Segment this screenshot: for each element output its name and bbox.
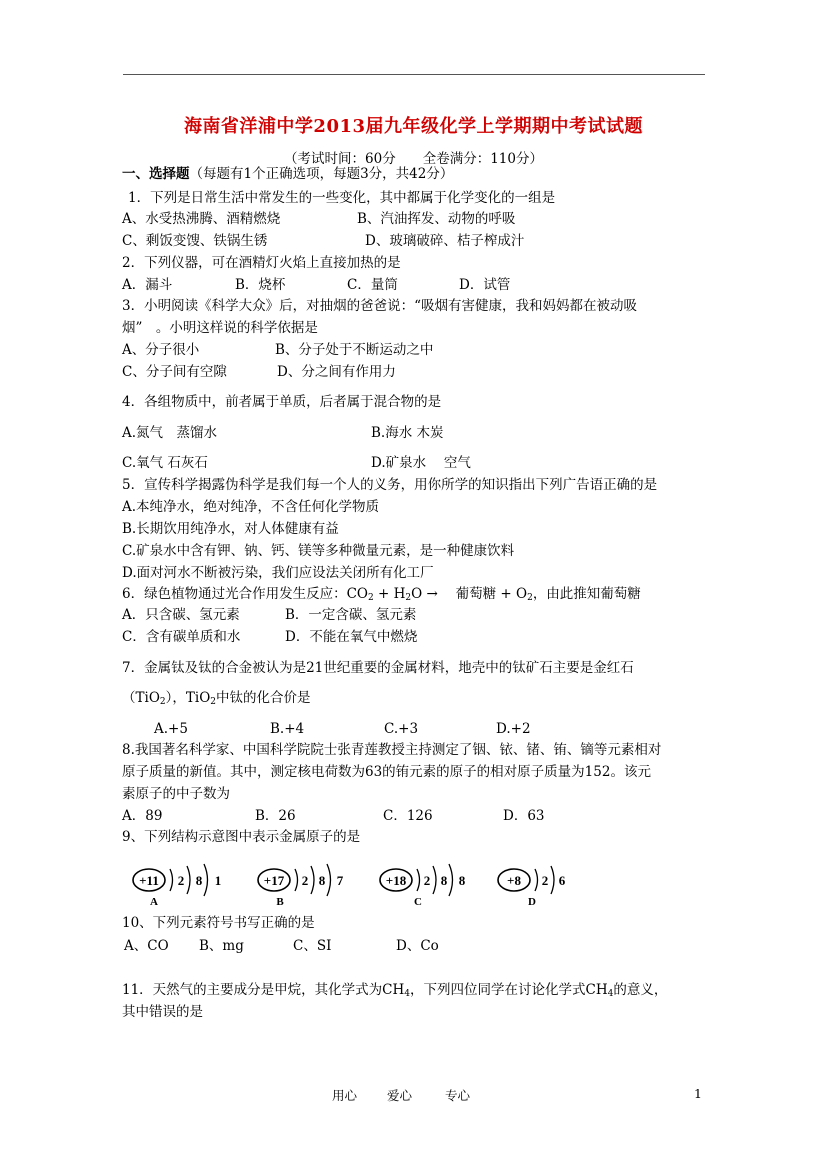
q3-option-a: A、分子很小: [122, 342, 200, 358]
q8-option-d: D．63: [503, 808, 545, 824]
atom-c-shell-2: 8: [440, 873, 448, 888]
question-11-line-2: 其中错误的是: [122, 1004, 203, 1020]
question-6: 6．绿色植物通过光合作用发生反应：$CO_2 + H_2O$ → 葡萄糖 + $O_2$，由此推知葡萄糖: [122, 586, 641, 603]
atom-b-shell-2: 8: [318, 873, 326, 888]
q1-option-b: B、汽油挥发、动物的呼吸: [357, 211, 516, 227]
q3-option-d: D、分之间有作用力: [277, 364, 396, 380]
question-8-line-2: 原子质量的新值。其中，测定核电荷数为63的铕元素的原子的相对原子质量为152。该元: [122, 764, 651, 780]
question-5: 5．宣传科学揭露伪科学是我们每一个人的义务，用你所学的知识指出下列广告语正确的是: [122, 477, 658, 493]
q2-option-b: B．烧杯: [235, 277, 286, 293]
question-4: 4．各组物质中，前者属于单质，后者属于混合物的是: [122, 394, 442, 410]
q6-option-a: A．只含碳、氢元素: [122, 607, 240, 623]
question-7-line-1: 7．金属钛及钛的合金被认为是21世纪重要的金属材料，地壳中的钛矿石主要是金红石: [122, 660, 634, 676]
atom-b-label: B: [276, 896, 284, 908]
q6-option-d: D．不能在氧气中燃烧: [285, 629, 418, 645]
q1-option-a: A、水受热沸腾、酒精燃烧: [122, 211, 281, 227]
q4-option-a: A.氮气 蒸馏水: [122, 425, 218, 441]
atom-d-shell-1: 2: [541, 873, 549, 888]
q8-option-a: A．89: [122, 808, 163, 824]
question-3-line-1: 3．小明阅读《科学大众》后，对抽烟的爸爸说：“吸烟有害健康，我和妈妈都在被动吸: [122, 298, 637, 314]
q10-option-b: B、mg: [199, 938, 244, 954]
q2-option-a: A．漏斗: [122, 277, 173, 293]
q5-option-d: D.面对河水不断被污染，我们应设法关闭所有化工厂: [122, 565, 434, 581]
q6-option-b: B．一定含碳、氢元素: [285, 607, 417, 623]
atom-diagram-c: [380, 864, 466, 908]
question-9: 9、下列结构示意图中表示金属原子的是: [122, 829, 361, 845]
q7-option-d: D.+2: [496, 721, 531, 737]
atom-d-shell-2: 6: [558, 873, 566, 888]
question-7-line-2: （TiO$_2$），TiO$_2$中钛的化合价是: [122, 690, 311, 707]
exam-info: （考试时间：60分 全卷满分：110分）: [284, 151, 543, 167]
question-11-line-1: 11．天然气的主要成分是甲烷，其化学式为$CH_4$，下列四位同学在讨论化学式$CH_4$的意义，: [122, 982, 668, 999]
q7-option-b: B.+4: [270, 721, 305, 737]
q5-option-b: B.长期饮用纯净水，对人体健康有益: [122, 521, 339, 537]
q1-option-d: D、玻璃破碎、桔子榨成汁: [365, 233, 525, 249]
atomic-structure-diagrams: [130, 858, 590, 908]
atom-c-shell-3: 8: [458, 873, 466, 888]
page-title: 海南省洋浦中学2013届九年级化学上学期期中考试试题: [183, 116, 644, 137]
atom-c-label: C: [414, 896, 422, 908]
atom-b-nucleus: +17: [263, 873, 285, 888]
question-8-line-3: 素原子的中子数为: [122, 786, 230, 802]
q10-option-a: A、CO: [124, 938, 169, 954]
page-number: 1: [694, 1086, 702, 1101]
q4-option-c: C.氧气 石灰石: [122, 455, 208, 471]
atom-c-shell-1: 2: [423, 873, 431, 888]
q3-option-b: B、分子处于不断运动之中: [275, 342, 434, 358]
atom-a-shell-2: 8: [195, 873, 203, 888]
q7-option-a: A.+5: [154, 721, 188, 737]
question-2: 2．下列仪器，可在酒精灯火焰上直接加热的是: [122, 255, 401, 271]
q5-option-c: C.矿泉水中含有钾、钠、钙、镁等多种微量元素，是一种健康饮料: [122, 543, 515, 559]
atom-diagram-a: [133, 864, 221, 908]
atom-a-shell-1: 2: [177, 873, 185, 888]
footer-text-2: 爱心: [387, 1088, 413, 1103]
q2-option-c: C．量筒: [347, 277, 398, 293]
atom-b-shell-3: 7: [336, 873, 344, 888]
q2-option-d: D．试管: [459, 277, 511, 293]
question-3-line-2: 烟” 。小明这样说的科学依据是: [122, 320, 318, 336]
header-rule: [123, 74, 705, 75]
q5-option-a: A.本纯净水，绝对纯净，不含任何化学物质: [122, 499, 380, 515]
footer-text-3: 专心: [445, 1088, 471, 1103]
q8-option-b: B．26: [255, 808, 296, 824]
q1-option-c: C、剩饭变馊、铁锅生锈: [122, 233, 268, 249]
atom-b-shell-1: 2: [301, 873, 309, 888]
question-10: 10、下列元素符号书写正确的是: [122, 915, 315, 931]
question-8-line-1: 8.我国著名科学家、中国科学院院士张青莲教授主持测定了铟、铱、锗、铕、镝等元素相对: [122, 742, 662, 758]
atom-diagram-b: [258, 864, 344, 908]
atom-a-label: A: [150, 896, 158, 908]
q7-option-c: C.+3: [384, 721, 419, 737]
atom-a-shell-3: 1: [214, 873, 222, 888]
q4-option-d: D.矿泉水 空气: [371, 455, 471, 471]
q8-option-c: C．126: [383, 808, 433, 824]
atom-c-nucleus: +18: [385, 873, 407, 888]
q4-option-b: B.海水 木炭: [371, 425, 444, 441]
footer-text-1: 用心: [332, 1088, 358, 1103]
q3-option-c: C、分子间有空隙: [122, 364, 227, 380]
q10-option-d: D、Co: [396, 938, 439, 954]
atom-a-nucleus: +11: [139, 873, 159, 888]
atom-d-nucleus: +8: [507, 873, 521, 888]
q6-option-c: C．含有碳单质和水: [122, 629, 241, 645]
question-1: 1．下列是日常生活中常发生的一些变化，其中都属于化学变化的一组是: [128, 190, 556, 206]
q10-option-c: C、SI: [293, 938, 332, 954]
atom-d-label: D: [528, 896, 536, 908]
atom-diagram-d: [498, 866, 566, 908]
section-heading: 一、选择题（每题有1个正确选项，每题3分，共42分）: [122, 166, 454, 182]
